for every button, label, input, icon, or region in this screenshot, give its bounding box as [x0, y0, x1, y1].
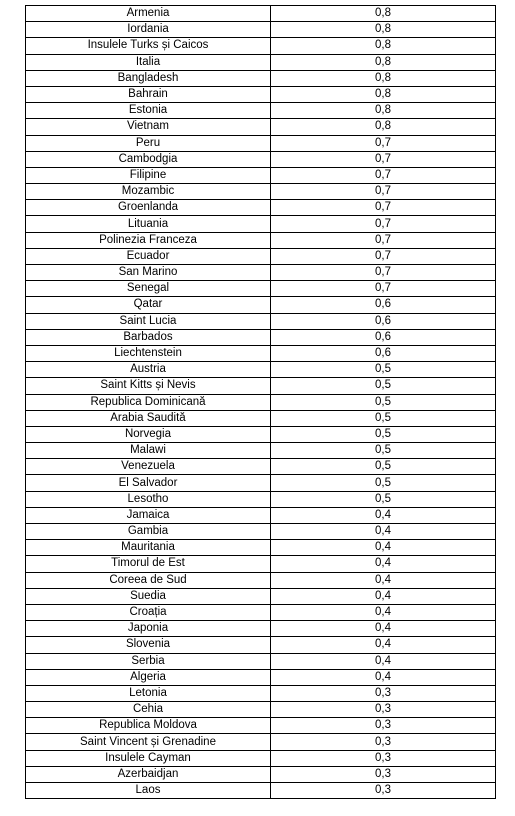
table-row	[26, 540, 496, 556]
table-row	[26, 669, 496, 685]
country-cell: Polinezia Franceza	[26, 232, 271, 248]
country-cell: Senegal	[26, 281, 271, 297]
table-row	[26, 443, 496, 459]
country-cell: Saint Kitts și Nevis	[26, 378, 271, 394]
country-cell: Insulele Cayman	[26, 750, 271, 766]
value-cell: 0,5	[271, 459, 496, 475]
country-cell: Republica Dominicană	[26, 394, 271, 410]
value-cell: 0,8	[271, 22, 496, 38]
value-cell: 0,3	[271, 685, 496, 701]
value-cell: 0,3	[271, 702, 496, 718]
table-row	[26, 588, 496, 604]
value-cell: 0,7	[271, 151, 496, 167]
country-value-table	[25, 5, 496, 799]
value-cell: 0,6	[271, 297, 496, 313]
table-row	[26, 22, 496, 38]
country-cell: Peru	[26, 135, 271, 151]
table-row	[26, 783, 496, 799]
value-cell: 0,8	[271, 38, 496, 54]
country-cell: El Salvador	[26, 475, 271, 491]
value-cell: 0,4	[271, 637, 496, 653]
table-row	[26, 718, 496, 734]
value-cell: 0,3	[271, 718, 496, 734]
value-cell: 0,6	[271, 329, 496, 345]
table-row	[26, 734, 496, 750]
table-row	[26, 70, 496, 86]
value-cell: 0,4	[271, 507, 496, 523]
country-cell: Croația	[26, 604, 271, 620]
table-row	[26, 119, 496, 135]
table-row	[26, 702, 496, 718]
value-cell: 0,8	[271, 103, 496, 119]
country-cell: Lituania	[26, 216, 271, 232]
country-cell: Saint Lucia	[26, 313, 271, 329]
table-row	[26, 572, 496, 588]
value-cell: 0,8	[271, 6, 496, 22]
country-cell: Ecuador	[26, 248, 271, 264]
country-cell: Qatar	[26, 297, 271, 313]
value-cell: 0,6	[271, 345, 496, 361]
table-row	[26, 491, 496, 507]
country-cell: Austria	[26, 362, 271, 378]
value-cell: 0,7	[271, 135, 496, 151]
table-row	[26, 604, 496, 620]
country-cell: Algeria	[26, 669, 271, 685]
table-row	[26, 265, 496, 281]
table-row	[26, 103, 496, 119]
country-cell: Bangladesh	[26, 70, 271, 86]
country-cell: Iordania	[26, 22, 271, 38]
country-cell: Gambia	[26, 524, 271, 540]
value-cell: 0,3	[271, 750, 496, 766]
table-row	[26, 426, 496, 442]
country-cell: Republica Moldova	[26, 718, 271, 734]
value-cell: 0,3	[271, 766, 496, 782]
value-cell: 0,5	[271, 426, 496, 442]
table-row	[26, 135, 496, 151]
value-cell: 0,5	[271, 378, 496, 394]
country-cell: Serbia	[26, 653, 271, 669]
country-cell: Malawi	[26, 443, 271, 459]
table-row	[26, 750, 496, 766]
country-cell: Mauritania	[26, 540, 271, 556]
country-cell: Estonia	[26, 103, 271, 119]
value-cell: 0,5	[271, 475, 496, 491]
country-cell: Coreea de Sud	[26, 572, 271, 588]
table-row	[26, 410, 496, 426]
country-cell: Azerbaidjan	[26, 766, 271, 782]
value-cell: 0,4	[271, 556, 496, 572]
value-cell: 0,4	[271, 653, 496, 669]
country-cell: Mozambic	[26, 184, 271, 200]
table-row	[26, 556, 496, 572]
table-row	[26, 637, 496, 653]
country-cell: Venezuela	[26, 459, 271, 475]
table-body	[26, 6, 496, 799]
country-cell: Liechtenstein	[26, 345, 271, 361]
table-row	[26, 54, 496, 70]
value-cell: 0,7	[271, 184, 496, 200]
country-cell: Italia	[26, 54, 271, 70]
value-cell: 0,4	[271, 621, 496, 637]
country-cell: Insulele Turks și Caicos	[26, 38, 271, 54]
table-row	[26, 184, 496, 200]
table-row	[26, 281, 496, 297]
value-cell: 0,4	[271, 572, 496, 588]
value-cell: 0,8	[271, 86, 496, 102]
table-row	[26, 216, 496, 232]
table-row	[26, 621, 496, 637]
country-cell: Japonia	[26, 621, 271, 637]
country-cell: San Marino	[26, 265, 271, 281]
value-cell: 0,4	[271, 540, 496, 556]
value-cell: 0,7	[271, 265, 496, 281]
table-row	[26, 394, 496, 410]
country-cell: Letonia	[26, 685, 271, 701]
country-cell: Cambodgia	[26, 151, 271, 167]
value-cell: 0,8	[271, 119, 496, 135]
value-cell: 0,7	[271, 248, 496, 264]
table-row	[26, 459, 496, 475]
country-cell: Groenlanda	[26, 200, 271, 216]
value-cell: 0,4	[271, 604, 496, 620]
country-cell: Filipine	[26, 167, 271, 183]
table-row	[26, 313, 496, 329]
value-cell: 0,5	[271, 362, 496, 378]
country-cell: Arabia Saudită	[26, 410, 271, 426]
table-row	[26, 766, 496, 782]
table-row	[26, 232, 496, 248]
value-cell: 0,4	[271, 524, 496, 540]
table-row	[26, 86, 496, 102]
country-cell: Jamaica	[26, 507, 271, 523]
value-cell: 0,5	[271, 410, 496, 426]
country-cell: Suedia	[26, 588, 271, 604]
value-cell: 0,7	[271, 200, 496, 216]
country-cell: Barbados	[26, 329, 271, 345]
country-cell: Norvegia	[26, 426, 271, 442]
value-cell: 0,8	[271, 54, 496, 70]
value-cell: 0,8	[271, 70, 496, 86]
country-cell: Cehia	[26, 702, 271, 718]
table-row	[26, 685, 496, 701]
table-row	[26, 345, 496, 361]
value-cell: 0,5	[271, 394, 496, 410]
value-cell: 0,4	[271, 588, 496, 604]
table-row	[26, 362, 496, 378]
country-cell: Slovenia	[26, 637, 271, 653]
value-cell: 0,4	[271, 669, 496, 685]
table-row	[26, 151, 496, 167]
table-row	[26, 378, 496, 394]
table-row	[26, 297, 496, 313]
value-cell: 0,3	[271, 783, 496, 799]
table-row	[26, 6, 496, 22]
table-row	[26, 475, 496, 491]
value-cell: 0,3	[271, 734, 496, 750]
table-row	[26, 38, 496, 54]
country-cell: Bahrain	[26, 86, 271, 102]
value-cell: 0,6	[271, 313, 496, 329]
country-cell: Saint Vincent și Grenadine	[26, 734, 271, 750]
value-cell: 0,7	[271, 216, 496, 232]
country-cell: Lesotho	[26, 491, 271, 507]
value-cell: 0,5	[271, 443, 496, 459]
table-row	[26, 200, 496, 216]
table-row	[26, 167, 496, 183]
value-cell: 0,7	[271, 232, 496, 248]
value-cell: 0,5	[271, 491, 496, 507]
country-cell: Vietnam	[26, 119, 271, 135]
value-cell: 0,7	[271, 281, 496, 297]
table-row	[26, 507, 496, 523]
table-row	[26, 524, 496, 540]
country-cell: Armenia	[26, 6, 271, 22]
value-cell: 0,7	[271, 167, 496, 183]
table-row	[26, 653, 496, 669]
table-row	[26, 248, 496, 264]
country-cell: Timorul de Est	[26, 556, 271, 572]
country-cell: Laos	[26, 783, 271, 799]
table-row	[26, 329, 496, 345]
